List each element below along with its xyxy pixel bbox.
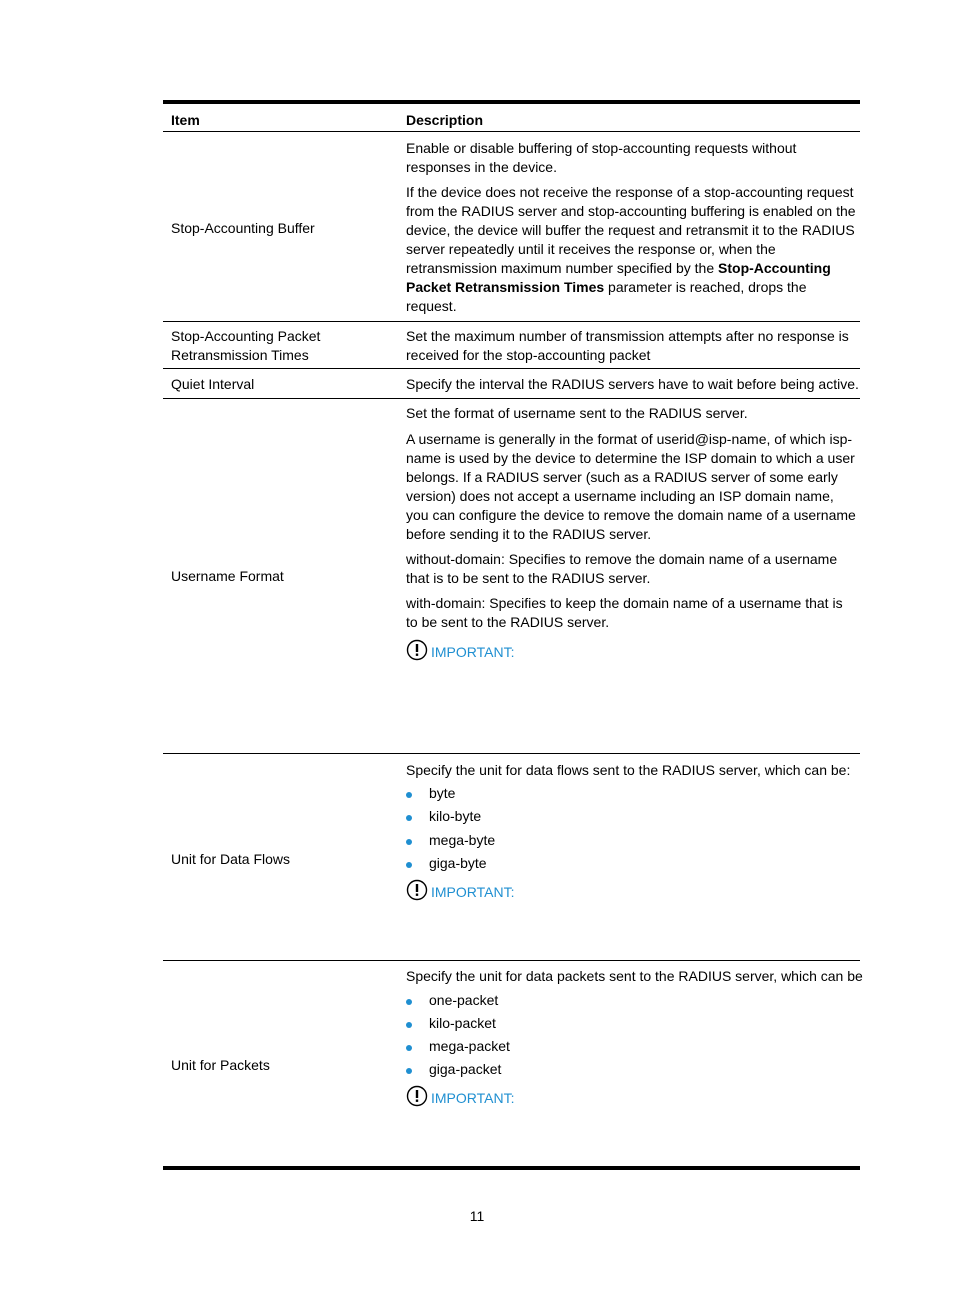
exclamation-circle-icon xyxy=(406,1085,428,1107)
bullet-dot-icon xyxy=(406,1045,412,1051)
bullet-dot-icon xyxy=(406,1022,412,1028)
page-number: 11 xyxy=(469,1208,485,1224)
list-item-text: one-packet xyxy=(429,992,499,1008)
parameter-name-bold: Stop-Accounting Packet Retransmission Times xyxy=(406,260,831,295)
table-row xyxy=(163,754,860,961)
parameter-table xyxy=(163,100,863,1170)
row-item-label: Unit for Data Flows xyxy=(171,851,291,867)
bullet-dot-icon xyxy=(406,999,412,1005)
row-item-label: Stop-Accounting Buffer xyxy=(171,220,315,236)
bullet-dot-icon xyxy=(406,792,412,798)
table-row xyxy=(163,132,860,321)
row-description: Specify the interval the RADIUS servers have to wait before being active. xyxy=(406,376,859,392)
description-paragraph: with-domain: Specifies to keep the domain name of a username that is to be sent to the RADIUS server. xyxy=(406,595,843,630)
important-label: IMPORTANT: xyxy=(431,884,515,900)
table-row xyxy=(163,961,863,1166)
header-item: Item xyxy=(171,112,200,128)
row-description: Set the maximum number of transmission attempts after no response is received for the stop-accounting packet xyxy=(406,328,849,363)
description-paragraph xyxy=(406,183,856,316)
table-row xyxy=(163,321,860,369)
bullet-dot-icon xyxy=(406,1068,412,1074)
description-paragraph: without-domain: Specifies to remove the domain name of a username that is to be sent to the RADIUS server. xyxy=(406,551,838,586)
table-header-row xyxy=(163,104,860,131)
exclamation-circle-icon xyxy=(406,879,428,901)
table-row xyxy=(163,369,860,399)
table-row xyxy=(163,399,860,754)
description-paragraph: Specify the unit for data packets sent to the RADIUS server, which can be xyxy=(406,968,863,984)
list-item-text: mega-packet xyxy=(429,1038,510,1054)
bullet-dot-icon xyxy=(406,862,412,868)
row-item-label: Stop-Accounting Packet Retransmission Times xyxy=(171,328,321,363)
header-description: Description xyxy=(406,112,484,128)
bullet-dot-icon xyxy=(406,815,412,821)
list-item-text: giga-byte xyxy=(429,855,487,871)
list-item-text: giga-packet xyxy=(429,1061,502,1077)
row-item-label: Username Format xyxy=(171,568,284,584)
text-run: parameter is reached, drops the request. xyxy=(406,279,807,314)
list-item-text: mega-byte xyxy=(429,832,496,848)
text-run: If the device does not receive the response of a stop-accounting request from the RADIUS server and stop-accounting buffering is enabled on the device, the device will buffer the request and retransmit it to the RADIUS server repeatedly until it receives the response or, when the retransmission maximum number specified by the xyxy=(406,184,856,276)
list-item-text: kilo-byte xyxy=(429,808,482,824)
row-item-label: Quiet Interval xyxy=(171,376,255,392)
important-label: IMPORTANT: xyxy=(431,644,515,660)
list-item-text: byte xyxy=(429,785,456,801)
important-label: IMPORTANT: xyxy=(431,1090,515,1106)
bullet-dot-icon xyxy=(406,839,412,845)
table-bottom-rule xyxy=(163,1166,860,1170)
description-paragraph: Set the format of username sent to the RADIUS server. xyxy=(406,405,748,421)
list-item-text: kilo-packet xyxy=(429,1015,496,1031)
description-paragraph: Enable or disable buffering of stop-accounting requests without responses in the device. xyxy=(406,140,797,175)
description-paragraph: Specify the unit for data flows sent to the RADIUS server, which can be: xyxy=(406,762,851,778)
row-item-label: Unit for Packets xyxy=(171,1057,270,1073)
exclamation-circle-icon xyxy=(406,639,428,661)
description-paragraph: A username is generally in the format of userid@isp-name, of which isp-name is used by the device to determine the ISP domain to which a user belongs. If a RADIUS server (such as a RADIUS server of some early version) does not accept a username including an ISP domain name, you can configure the device to remove the domain name of a username before sending it to the RADIUS server. xyxy=(406,431,856,542)
